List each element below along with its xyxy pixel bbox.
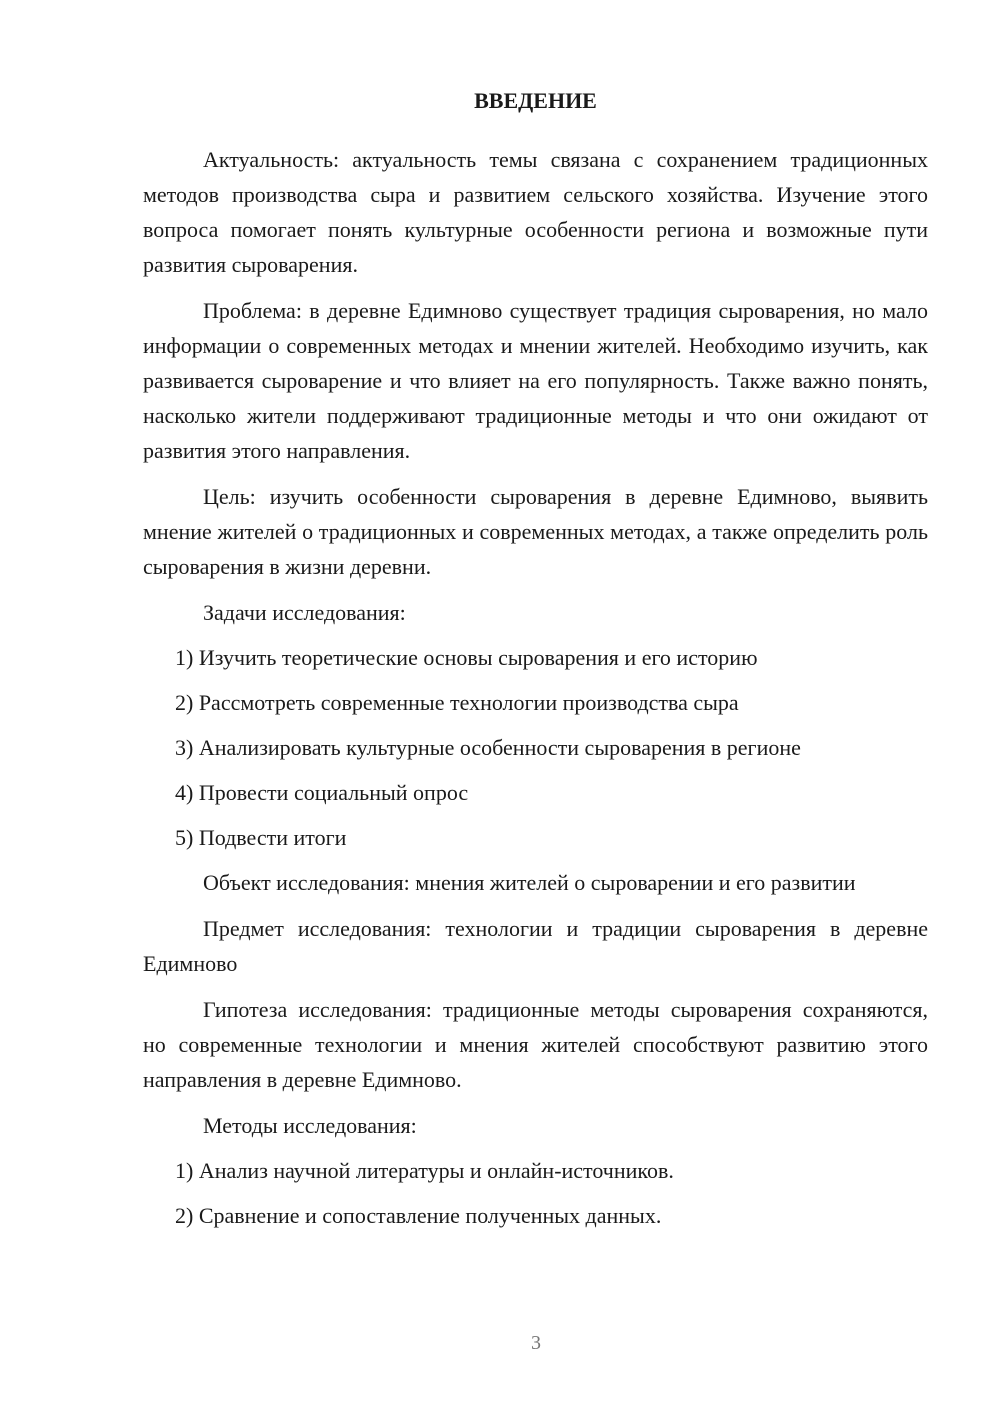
task-item-1: 1) Изучить теоретические основы сыроварения и его историю	[175, 645, 758, 670]
task-item-2: 2) Рассмотреть современные технологии производства сыра	[175, 690, 739, 715]
actuality-paragraph: Актуальность: актуальность темы связана с сохранением традиционных методов производства сыра и развитием сельского хозяйства. Изучение этого вопроса помогает понять культурные особенности региона и возможные пути развития сыроварения.	[143, 147, 928, 277]
subject-paragraph: Предмет исследования: технологии и традиции сыроварения в деревне Едимново	[143, 916, 928, 976]
task-item-4: 4) Провести социальный опрос	[175, 780, 469, 805]
object-paragraph: Объект исследования: мнения жителей о сыроварении и его развитии	[203, 870, 856, 895]
task-item-3: 3) Анализировать культурные особенности сыроварения в регионе	[175, 735, 801, 760]
page-title: ВВЕДЕНИЕ	[474, 88, 597, 113]
goal-paragraph: Цель: изучить особенности сыроварения в деревне Едимново, выявить мнение жителей о традиционных и современных методах, а также определить роль сыроварения в жизни деревни.	[143, 484, 928, 579]
task-item-5: 5) Подвести итоги	[175, 825, 347, 850]
method-item-2: 2) Сравнение и сопоставление полученных данных.	[175, 1203, 662, 1228]
page-number: 3	[531, 1332, 541, 1354]
hypothesis-paragraph: Гипотеза исследования: традиционные методы сыроварения сохраняются, но современные технологии и мнения жителей способствуют развитию этого направления в деревне Едимново.	[143, 997, 928, 1092]
methods-label: Методы исследования:	[203, 1113, 417, 1138]
tasks-label: Задачи исследования:	[203, 600, 406, 625]
method-item-1: 1) Анализ научной литературы и онлайн-источников.	[175, 1158, 674, 1183]
problem-paragraph: Проблема: в деревне Едимново существует традиция сыроварения, но мало информации о современных методах и мнении жителей. Необходимо изучить, как развивается сыроварение и что влияет на его популярность. Также важно понять, насколько жители поддерживают традиционные методы и что они ожидают от развития этого направления.	[143, 298, 928, 463]
document-page	[143, 90, 928, 1243]
